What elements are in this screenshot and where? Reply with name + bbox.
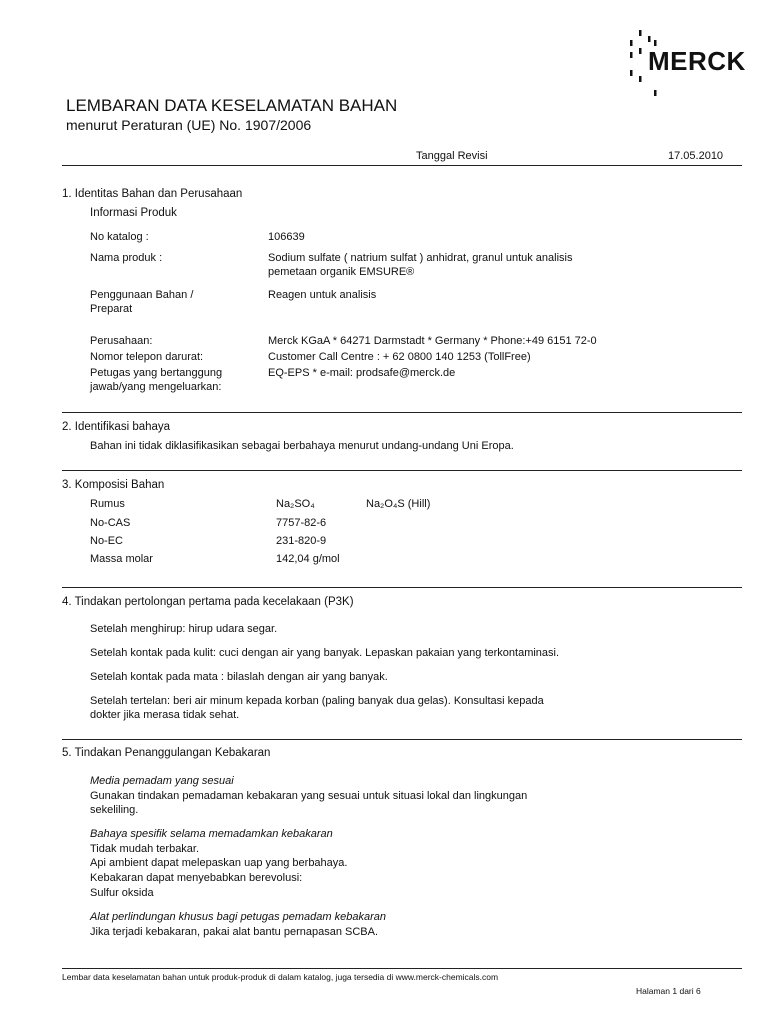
hill-formula-value: Na₂O₄S (Hill) xyxy=(366,498,431,510)
formula-label: Rumus xyxy=(90,498,125,510)
formula-value: Na₂SO₄ xyxy=(276,498,315,510)
document-title: LEMBARAN DATA KESELAMATAN BAHAN xyxy=(66,96,398,115)
first-aid-inhalation: Setelah menghirup: hirup udara segar. xyxy=(90,623,278,635)
specific-hazard-4: Sulfur oksida xyxy=(90,887,154,899)
responsible-label: Petugas yang bertanggung xyxy=(90,367,223,379)
extinguishing-media-title: Media pemadam yang sesuai xyxy=(90,775,234,787)
molar-mass-label: Massa molar xyxy=(90,553,153,565)
product-name-label: Nama produk : xyxy=(90,252,163,264)
hazard-identification-text: Bahan ini tidak diklasifikasikan sebagai berbahaya menurut undang-undang Uni Eropa. xyxy=(90,440,514,452)
section-4-heading: 4. Tindakan pertolongan pertama pada kecelakaan (P3K) xyxy=(62,596,354,608)
section-2-heading: 2. Identifikasi bahaya xyxy=(62,421,171,433)
specific-hazards-title: Bahaya spesifik selama memadamkan kebakaran xyxy=(90,828,333,840)
catalog-value: 106639 xyxy=(268,231,305,243)
first-aid-ingestion-line2: dokter jika merasa tidak sehat. xyxy=(90,709,240,721)
section-4-divider xyxy=(62,739,742,740)
first-aid-eyes: Setelah kontak pada mata : bilaslah dengan air yang banyak. xyxy=(90,671,388,683)
molar-mass-value: 142,04 g/mol xyxy=(276,553,340,565)
page-number: Halaman 1 dari 6 xyxy=(636,986,701,996)
protective-equipment-title: Alat perlindungan khusus bagi petugas pemadam kebakaran xyxy=(90,911,386,923)
company-value: Merck KGaA * 64271 Darmstadt * Germany * Phone:+49 6151 72-0 xyxy=(268,335,597,347)
section-3-heading: 3. Komposisi Bahan xyxy=(62,479,165,491)
company-label: Perusahaan: xyxy=(90,335,153,347)
extinguishing-media-text-line2: sekeliling. xyxy=(90,804,139,816)
section-1-divider xyxy=(62,412,742,413)
product-name-value: Sodium sulfate ( natrium sulfat ) anhidrat, granul untuk analisis xyxy=(268,252,573,264)
usage-label-line2: Preparat xyxy=(90,303,133,315)
cas-label: No-CAS xyxy=(90,517,131,529)
specific-hazard-3: Kebakaran dapat menyebabkan berevolusi: xyxy=(90,872,303,884)
header-divider xyxy=(62,165,742,166)
ec-value: 231-820-9 xyxy=(276,535,327,547)
section-3-divider xyxy=(62,587,742,588)
merck-logo-text: MERCK xyxy=(648,46,746,76)
usage-label: Penggunaan Bahan / xyxy=(90,289,194,301)
product-info-subheading: Informasi Produk xyxy=(90,207,177,219)
merck-logo xyxy=(628,30,746,100)
first-aid-ingestion: Setelah tertelan: beri air minum kepada korban (paling banyak dua gelas). Konsultasi kepada xyxy=(90,695,544,707)
emergency-phone-value: Customer Call Centre : + 62 0800 140 1253 (TollFree) xyxy=(268,351,531,363)
extinguishing-media-text: Gunakan tindakan pemadaman kebakaran yang sesuai untuk situasi lokal dan lingkungan xyxy=(90,790,528,802)
footer-text: Lembar data keselamatan bahan untuk produk-produk di dalam katalog, juga tersedia di www.merck-chemicals.com xyxy=(62,972,499,982)
product-name-value-line2: pemetaan organik EMSURE® xyxy=(268,266,415,278)
catalog-label: No katalog : xyxy=(90,231,149,243)
revision-date: 17.05.2010 xyxy=(668,150,724,162)
specific-hazard-1: Tidak mudah terbakar. xyxy=(90,843,200,855)
cas-value: 7757-82-6 xyxy=(276,517,327,529)
section-5-heading: 5. Tindakan Penanggulangan Kebakaran xyxy=(62,747,271,759)
section-1-heading: 1. Identitas Bahan dan Perusahaan xyxy=(62,188,243,200)
first-aid-skin: Setelah kontak pada kulit: cuci dengan air yang banyak. Lepaskan pakaian yang terkontaminasi. xyxy=(90,647,560,659)
section-2-divider xyxy=(62,470,742,471)
revision-label: Tanggal Revisi xyxy=(416,150,488,162)
responsible-label-line2: jawab/yang mengeluarkan: xyxy=(90,381,222,393)
document-subtitle: menurut Peraturan (UE) No. 1907/2006 xyxy=(66,117,312,133)
footer-divider xyxy=(62,968,742,969)
protective-equipment-text: Jika terjadi kebakaran, pakai alat bantu pernapasan SCBA. xyxy=(90,926,379,938)
specific-hazard-2: Api ambient dapat melepaskan uap yang berbahaya. xyxy=(90,857,348,869)
emergency-phone-label: Nomor telepon darurat: xyxy=(90,351,204,363)
ec-label: No-EC xyxy=(90,535,124,547)
responsible-value: EQ-EPS * e-mail: prodsafe@merck.de xyxy=(268,367,456,379)
usage-value: Reagen untuk analisis xyxy=(268,289,377,301)
